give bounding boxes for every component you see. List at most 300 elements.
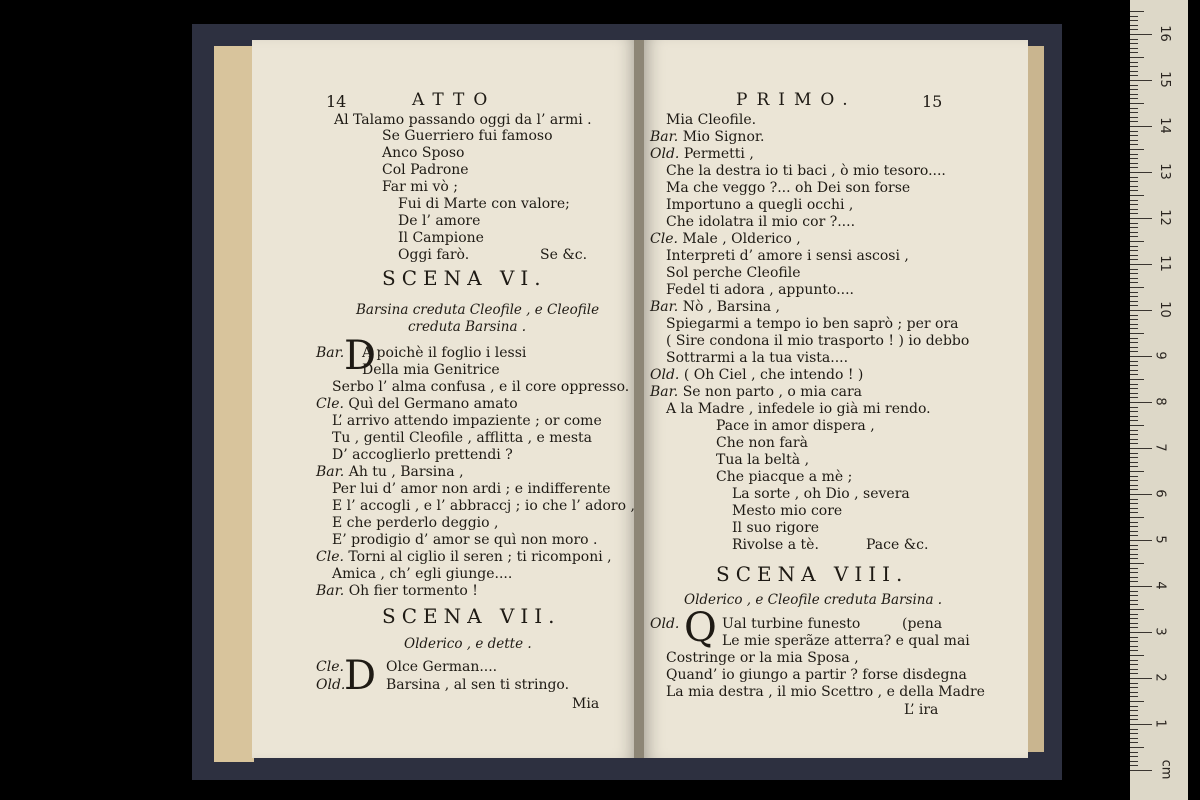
ruler-tick bbox=[1130, 66, 1138, 67]
scene-6-verse-line bbox=[332, 566, 512, 583]
ruler-tick bbox=[1130, 724, 1152, 725]
ruler-tick bbox=[1130, 259, 1138, 260]
ruler-tick bbox=[1130, 255, 1138, 256]
ruler-tick bbox=[1130, 43, 1138, 44]
ruler-tick bbox=[1130, 154, 1138, 155]
left-verse-line bbox=[398, 213, 480, 230]
ruler-tick bbox=[1130, 600, 1138, 601]
ruler-tick bbox=[1130, 586, 1152, 587]
verse-text: Olce German.... bbox=[386, 659, 498, 675]
ruler-tick bbox=[1130, 517, 1144, 518]
verse-text: E l’ accogli , e l’ abbraccj ; io che l’ adoro , bbox=[332, 498, 635, 514]
ruler-tick bbox=[1130, 494, 1152, 495]
ruler-tick bbox=[1130, 692, 1138, 693]
ruler-tick bbox=[1130, 273, 1138, 274]
verse-text: Fedel ti adora , appunto.... bbox=[666, 282, 855, 298]
scene-6-verse-line bbox=[332, 447, 513, 464]
scene-6-verse-line bbox=[316, 549, 612, 566]
ruler-tick bbox=[1130, 761, 1138, 762]
verse-text: Serbo l’ alma confusa , e il core oppresso. bbox=[332, 379, 630, 395]
verse-text: Che non farà bbox=[716, 435, 808, 451]
verse-text: Tua la beltà , bbox=[716, 452, 810, 468]
verse-text: Pace in amor dispera , bbox=[716, 418, 875, 434]
scene-8-verse-line bbox=[902, 616, 942, 633]
ruler-tick bbox=[1130, 163, 1138, 164]
ruler-tick bbox=[1130, 278, 1138, 279]
ruler-tick bbox=[1130, 11, 1144, 12]
verse-text: ( Sire condona il mio trasporto ! ) io debbo bbox=[666, 333, 970, 349]
scene-7-verse-line bbox=[316, 659, 344, 676]
verse-text: Spiegarmi a tempo io ben saprò ; per ora bbox=[666, 316, 959, 332]
ruler-tick bbox=[1130, 172, 1152, 173]
ruler-tick bbox=[1130, 411, 1138, 412]
ruler-tick bbox=[1130, 752, 1138, 753]
left-verse-line bbox=[398, 196, 570, 213]
right-verse-line bbox=[650, 146, 754, 163]
verse-text: Anco Sposo bbox=[382, 145, 465, 161]
verse-text: Per lui d’ amor non ardi ; e indifferente bbox=[332, 481, 611, 497]
verse-text: Tu , gentil Cleofile , afflitta , e mesta bbox=[332, 430, 593, 446]
verse-text: La sorte , oh Dio , severa bbox=[732, 486, 910, 502]
ruler-tick bbox=[1130, 296, 1138, 297]
verse-text: (pena bbox=[902, 616, 943, 632]
ruler-tick bbox=[1130, 609, 1144, 610]
right-verse-line bbox=[866, 537, 928, 554]
right-verse-line bbox=[716, 435, 808, 452]
speaker-label: Bar. bbox=[316, 583, 349, 599]
ruler-tick bbox=[1130, 466, 1138, 467]
speaker-label: Old. bbox=[650, 367, 684, 383]
ruler-tick bbox=[1130, 365, 1138, 366]
ruler-tick bbox=[1130, 158, 1138, 159]
scene-6-verse-line bbox=[316, 396, 518, 413]
ruler-tick bbox=[1130, 305, 1138, 306]
ruler-tick bbox=[1130, 425, 1144, 426]
left-verse-line bbox=[540, 247, 587, 264]
ruler-tick bbox=[1130, 535, 1138, 536]
ruler-tick bbox=[1130, 85, 1138, 86]
ruler-tick bbox=[1130, 770, 1152, 771]
ruler-tick bbox=[1130, 29, 1138, 30]
scene-6-verse-line bbox=[332, 379, 629, 396]
ruler-tick bbox=[1130, 673, 1138, 674]
scene-7-verse-line bbox=[386, 677, 569, 694]
ruler-tick bbox=[1130, 186, 1138, 187]
ruler-tick bbox=[1130, 715, 1138, 716]
speaker-label: Old. bbox=[650, 616, 680, 632]
right-verse-line bbox=[666, 282, 854, 299]
speaker-label: Bar. bbox=[650, 384, 683, 400]
verse-text: Barsina , al sen ti stringo. bbox=[386, 677, 570, 693]
right-verse-line bbox=[666, 112, 756, 129]
ruler-tick bbox=[1130, 315, 1138, 316]
ruler-tick bbox=[1130, 57, 1144, 58]
ruler-label: 16 bbox=[1156, 25, 1172, 42]
ruler-tick bbox=[1130, 135, 1138, 136]
right-verse-line bbox=[650, 231, 801, 248]
verse-text: Mio Signor. bbox=[682, 129, 765, 145]
ruler-label: 3 bbox=[1152, 627, 1168, 636]
ruler-tick bbox=[1130, 213, 1138, 214]
ruler-tick bbox=[1130, 522, 1138, 523]
ruler-tick bbox=[1130, 181, 1138, 182]
ruler-tick bbox=[1130, 706, 1138, 707]
ruler-tick bbox=[1130, 627, 1138, 628]
ruler-tick bbox=[1130, 195, 1144, 196]
ruler-tick bbox=[1130, 71, 1138, 72]
ruler-label: 12 bbox=[1156, 209, 1172, 226]
verse-text: Costringe or la mia Sposa , bbox=[666, 650, 859, 666]
verse-text: Ual turbine funesto bbox=[722, 616, 861, 632]
ruler-label: cm bbox=[1158, 759, 1174, 780]
verse-text: Se &c. bbox=[540, 247, 588, 263]
verse-text: Se non parto , o mia cara bbox=[682, 384, 863, 400]
ruler-tick bbox=[1130, 379, 1144, 380]
ruler-label: 5 bbox=[1152, 535, 1168, 544]
ruler-label: 1 bbox=[1152, 719, 1168, 728]
ruler-tick bbox=[1130, 577, 1138, 578]
ruler-tick bbox=[1130, 121, 1138, 122]
scene-6-verse-line bbox=[316, 583, 478, 600]
scene-6-title: SCENA VI. bbox=[382, 266, 547, 290]
scene-7-verse-line bbox=[386, 659, 497, 676]
ruler-tick bbox=[1130, 269, 1138, 270]
ruler-tick bbox=[1130, 250, 1138, 251]
left-verse-line bbox=[382, 162, 469, 179]
ruler-tick bbox=[1130, 664, 1138, 665]
verse-text: Rivolse a tè. bbox=[732, 537, 819, 553]
ruler-tick bbox=[1130, 719, 1138, 720]
verse-text: Permetti , bbox=[683, 146, 754, 162]
scene-8-characters: Olderico , e Cleofile creduta Barsina . bbox=[684, 592, 943, 608]
ruler-tick bbox=[1130, 678, 1152, 679]
scene-7-characters: Olderico , e dette . bbox=[404, 636, 532, 652]
ruler-tick bbox=[1130, 75, 1138, 76]
ruler-tick bbox=[1130, 140, 1138, 141]
ruler-tick bbox=[1130, 227, 1138, 228]
ruler-tick bbox=[1130, 16, 1138, 17]
left-verse-line bbox=[398, 247, 469, 264]
right-verse-line bbox=[716, 418, 875, 435]
ruler-tick bbox=[1130, 108, 1138, 109]
verse-text: Che piacque a mè ; bbox=[716, 469, 853, 485]
ruler-label: 9 bbox=[1152, 351, 1168, 360]
ruler-tick bbox=[1130, 402, 1152, 403]
scene-6-verse-line bbox=[362, 345, 526, 362]
right-verse-line bbox=[732, 520, 819, 537]
left-verse-line bbox=[382, 128, 553, 145]
ruler-tick bbox=[1130, 177, 1138, 178]
left-verse-line bbox=[398, 230, 484, 247]
speaker-label: Bar. bbox=[650, 299, 683, 315]
ruler-tick bbox=[1130, 733, 1138, 734]
verse-text: Se Guerriero fui famoso bbox=[382, 128, 553, 144]
verse-text: L’ arrivo attendo impaziente ; or come bbox=[332, 413, 602, 429]
ruler-tick bbox=[1130, 264, 1152, 265]
ruler-tick bbox=[1130, 287, 1144, 288]
right-verse-line bbox=[732, 537, 819, 554]
ruler-tick bbox=[1130, 374, 1138, 375]
scene-8-verse-line bbox=[666, 684, 985, 701]
drop-cap-d: D bbox=[344, 333, 377, 379]
verse-text: Che la destra io ti baci , ò mio tesoro.... bbox=[666, 163, 946, 179]
speaker-label: Cle. bbox=[316, 549, 349, 565]
ruler-tick bbox=[1130, 591, 1138, 592]
scene-6-verse-line bbox=[332, 413, 602, 430]
right-verse-line bbox=[650, 384, 862, 401]
ruler-tick bbox=[1130, 384, 1138, 385]
ruler-tick bbox=[1130, 765, 1138, 766]
speaker-label: Cle. bbox=[316, 396, 349, 412]
scene-6-verse-line bbox=[332, 430, 592, 447]
right-verse-line bbox=[666, 163, 946, 180]
ruler-tick bbox=[1130, 117, 1138, 118]
ruler-tick bbox=[1130, 554, 1138, 555]
ruler-label: 13 bbox=[1156, 163, 1172, 180]
ruler-tick bbox=[1130, 310, 1152, 311]
scene-8-verse-line bbox=[722, 633, 970, 650]
verse-text: Importuno a quegli occhi , bbox=[666, 197, 854, 213]
ruler-tick bbox=[1130, 62, 1138, 63]
ruler-tick bbox=[1130, 103, 1144, 104]
ruler-label: 11 bbox=[1156, 255, 1172, 272]
verse-text: Nò , Barsina , bbox=[682, 299, 780, 315]
ruler-tick bbox=[1130, 623, 1138, 624]
ruler-tick bbox=[1130, 485, 1138, 486]
ruler-tick bbox=[1130, 489, 1138, 490]
ruler-tick bbox=[1130, 333, 1144, 334]
scene-7-verse-line bbox=[316, 677, 345, 694]
verse-text: Che idolatra il mio cor ?.... bbox=[666, 214, 856, 230]
ruler-tick bbox=[1130, 416, 1138, 417]
ruler-tick bbox=[1130, 480, 1138, 481]
verse-text: A poichè il foglio i lessi bbox=[362, 345, 527, 361]
verse-text: A la Madre , infedele io già mi rendo. bbox=[666, 401, 931, 417]
ruler-tick bbox=[1130, 568, 1138, 569]
scene-8-verse-line bbox=[666, 650, 859, 667]
ruler-tick bbox=[1130, 545, 1138, 546]
ruler-tick bbox=[1130, 646, 1138, 647]
ruler-tick bbox=[1130, 388, 1138, 389]
ruler-tick bbox=[1130, 687, 1138, 688]
ruler-tick bbox=[1130, 324, 1138, 325]
ruler-tick bbox=[1130, 34, 1152, 35]
ruler-tick bbox=[1130, 282, 1138, 283]
verse-text: Far mi vò ; bbox=[382, 179, 458, 195]
ruler-tick bbox=[1130, 94, 1138, 95]
ruler-label: 8 bbox=[1152, 397, 1168, 406]
ruler-tick bbox=[1130, 347, 1138, 348]
right-verse-line bbox=[650, 367, 863, 384]
ruler-tick bbox=[1130, 448, 1152, 449]
speaker-label: Cle. bbox=[316, 659, 344, 675]
ruler-tick bbox=[1130, 223, 1138, 224]
scene-8-verse-line bbox=[722, 616, 860, 633]
verse-text: E’ prodigio d’ amor se quì non moro . bbox=[332, 532, 598, 548]
ruler-tick bbox=[1130, 710, 1138, 711]
verse-text: Oh fier tormento ! bbox=[348, 583, 478, 599]
verse-text: Pace &c. bbox=[866, 537, 929, 553]
speaker-label: Cle. bbox=[650, 231, 683, 247]
right-verse-line bbox=[666, 333, 969, 350]
ruler-tick bbox=[1130, 434, 1138, 435]
right-verse-line bbox=[732, 503, 842, 520]
ruler-tick bbox=[1130, 503, 1138, 504]
right-page-number: 15 bbox=[922, 92, 943, 111]
verse-text: La mia destra , il mio Scettro , e della Madre bbox=[666, 684, 985, 700]
left-verse-line bbox=[382, 145, 464, 162]
speaker-label: Old. bbox=[316, 677, 346, 693]
ruler-tick bbox=[1130, 512, 1138, 513]
left-running-header: ATTO bbox=[412, 90, 497, 110]
right-verse-line bbox=[666, 214, 855, 231]
ruler-tick bbox=[1130, 660, 1138, 661]
left-page-number: 14 bbox=[326, 92, 347, 111]
right-verse-line bbox=[716, 452, 809, 469]
ruler-tick bbox=[1130, 549, 1138, 550]
ruler-tick bbox=[1130, 632, 1152, 633]
ruler-tick bbox=[1130, 614, 1138, 615]
scene-6-verse-line bbox=[332, 498, 635, 515]
scene-6-verse-line bbox=[316, 345, 344, 362]
verse-text: De l’ amore bbox=[398, 213, 481, 229]
ruler-tick bbox=[1130, 356, 1152, 357]
verse-text: Al Talamo passando oggi da l’ armi . bbox=[334, 112, 592, 128]
ruler-tick bbox=[1130, 393, 1138, 394]
right-verse-line bbox=[666, 265, 800, 282]
scene-6-verse-line bbox=[332, 532, 597, 549]
scene-6-verse-line bbox=[332, 481, 611, 498]
verse-text: Sol perche Cleofile bbox=[666, 265, 801, 281]
ruler-tick bbox=[1130, 604, 1138, 605]
ruler-tick bbox=[1130, 232, 1138, 233]
scene-6-characters-line-1: Barsina creduta Cleofile , e Cleofile bbox=[356, 302, 600, 318]
ruler-tick bbox=[1130, 218, 1152, 219]
ruler-tick bbox=[1130, 439, 1138, 440]
ruler-tick bbox=[1130, 39, 1138, 40]
ruler-tick bbox=[1130, 457, 1138, 458]
scene-8-verse-line bbox=[666, 667, 967, 684]
right-verse-line bbox=[650, 129, 764, 146]
ruler-tick bbox=[1130, 407, 1138, 408]
ruler-tick bbox=[1130, 370, 1138, 371]
ruler-tick bbox=[1130, 540, 1152, 541]
scene-6-verse-line bbox=[362, 362, 500, 379]
ruler-tick bbox=[1130, 526, 1138, 527]
ruler-tick bbox=[1130, 618, 1138, 619]
ruler-tick bbox=[1130, 144, 1138, 145]
ruler-tick bbox=[1130, 655, 1144, 656]
drop-cap-d-2: D bbox=[344, 653, 377, 699]
ruler-tick bbox=[1130, 742, 1138, 743]
ruler-tick bbox=[1130, 420, 1138, 421]
right-verse-line bbox=[716, 469, 852, 486]
ruler-tick bbox=[1130, 508, 1138, 509]
ruler-tick bbox=[1130, 683, 1138, 684]
verse-text: ( Oh Ciel , che intendo ! ) bbox=[683, 367, 864, 383]
measuring-ruler bbox=[1130, 0, 1188, 800]
left-verse-line bbox=[382, 179, 458, 196]
ruler-tick bbox=[1130, 167, 1138, 168]
ruler-tick bbox=[1130, 351, 1138, 352]
ruler-tick bbox=[1130, 80, 1152, 81]
ruler-tick bbox=[1130, 241, 1144, 242]
verse-text: Il Campione bbox=[398, 230, 484, 246]
speaker-label: Bar. bbox=[316, 464, 349, 480]
scene-8-verse-line bbox=[650, 616, 679, 633]
ruler-tick bbox=[1130, 701, 1144, 702]
ruler-tick bbox=[1130, 361, 1138, 362]
verse-text: Quand’ io giungo a partir ? forse disdegna bbox=[666, 667, 967, 683]
verse-text: Interpreti d’ amore i sensi ascosi , bbox=[666, 248, 909, 264]
ruler-tick bbox=[1130, 204, 1138, 205]
right-verse-line bbox=[732, 486, 910, 503]
ruler-tick bbox=[1130, 650, 1138, 651]
ruler-tick bbox=[1130, 25, 1138, 26]
verse-text: Quì del Germano amato bbox=[348, 396, 518, 412]
verse-text: Mesto mio core bbox=[732, 503, 843, 519]
ruler-tick bbox=[1130, 52, 1138, 53]
verse-text: Ah tu , Barsina , bbox=[348, 464, 464, 480]
ruler-tick bbox=[1130, 98, 1138, 99]
ruler-tick bbox=[1130, 149, 1144, 150]
left-catchword: Mia bbox=[572, 696, 600, 712]
ruler-label: 10 bbox=[1156, 301, 1172, 318]
ruler-tick bbox=[1130, 319, 1138, 320]
drop-cap-q: Q bbox=[684, 605, 717, 651]
verse-text: Male , Olderico , bbox=[682, 231, 801, 247]
ruler-tick bbox=[1130, 430, 1138, 431]
ruler-tick bbox=[1130, 471, 1144, 472]
ruler-tick bbox=[1130, 558, 1138, 559]
right-verse-line bbox=[666, 316, 959, 333]
ruler-tick bbox=[1130, 126, 1152, 127]
scene-6-verse-line bbox=[316, 464, 464, 481]
ruler-tick bbox=[1130, 572, 1138, 573]
ruler-tick bbox=[1130, 338, 1138, 339]
ruler-tick bbox=[1130, 89, 1138, 90]
verse-text: Sottrarmi a la tua vista.... bbox=[666, 350, 849, 366]
ruler-tick bbox=[1130, 756, 1138, 757]
verse-text: Della mia Genitrice bbox=[362, 362, 500, 378]
verse-text: E che perderlo deggio , bbox=[332, 515, 499, 531]
ruler-tick bbox=[1130, 738, 1138, 739]
ruler-label: 15 bbox=[1156, 71, 1172, 88]
ruler-tick bbox=[1130, 292, 1138, 293]
ruler-tick bbox=[1130, 729, 1138, 730]
ruler-tick bbox=[1130, 637, 1138, 638]
ruler-tick bbox=[1130, 112, 1138, 113]
ruler-tick bbox=[1130, 200, 1138, 201]
ruler-tick bbox=[1130, 328, 1138, 329]
ruler-tick bbox=[1130, 476, 1138, 477]
verse-text: D’ accoglierlo prettendi ? bbox=[332, 447, 513, 463]
right-verse-line bbox=[666, 197, 853, 214]
right-verse-line bbox=[650, 299, 780, 316]
verse-text: Ma che veggo ?... oh Dei son forse bbox=[666, 180, 911, 196]
ruler-tick bbox=[1130, 747, 1144, 748]
ruler-tick bbox=[1130, 641, 1138, 642]
ruler-tick bbox=[1130, 20, 1138, 21]
ruler-tick bbox=[1130, 246, 1138, 247]
ruler-label: 4 bbox=[1152, 581, 1168, 590]
right-running-header: PRIMO. bbox=[736, 90, 857, 110]
ruler-tick bbox=[1130, 48, 1138, 49]
verse-text: Oggi farò. bbox=[398, 247, 470, 263]
verse-text: Col Padrone bbox=[382, 162, 469, 178]
verse-text: Amica , ch’ egli giunge.... bbox=[332, 566, 513, 582]
ruler-tick bbox=[1130, 131, 1138, 132]
